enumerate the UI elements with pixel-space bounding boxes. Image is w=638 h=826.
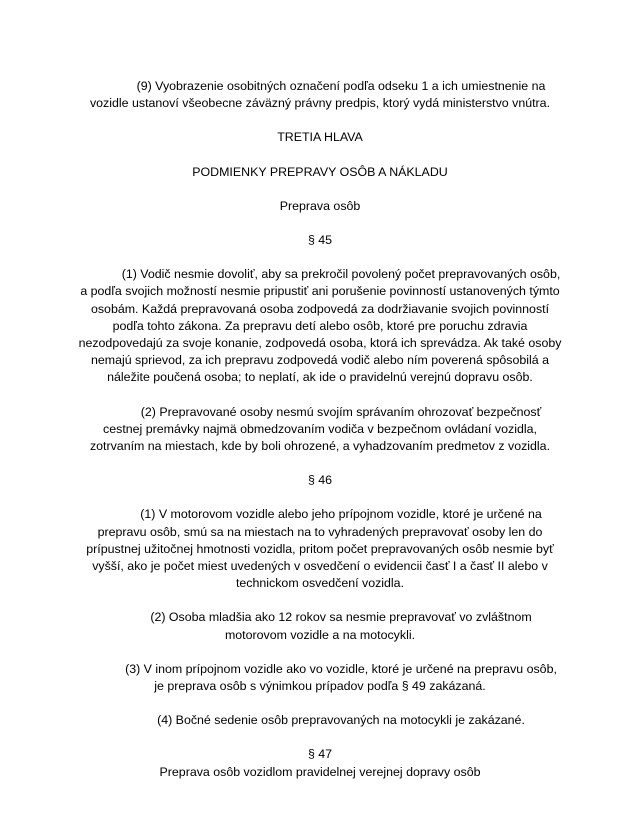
section-45-heading: § 45: [307, 233, 333, 248]
section-46-paragraph-2-text: (2) Osoba mladšia ako 12 rokov sa nesmie prepravovať vo zvláštnom motorovom vozidle a na motocykli.: [150, 610, 532, 642]
section-46-paragraph-4-text: (4) Bočné sedenie osôb prepravovaných na motocykli je zakázané.: [157, 713, 525, 728]
part-title: TRETIA HLAVA: [277, 130, 363, 145]
section-46-paragraph-1: [78, 506, 562, 592]
paragraph-9-text: (9) Vyobrazenie osobitných označení podľa odseku 1 a ich umiestnenie na vozidle ustanoví všeobecne záväzný právny predpis, ktorý vydá ministerstvo vnútra.: [89, 79, 551, 111]
section-45-paragraph-1: [78, 266, 562, 386]
section-47-title: Preprava osôb vozidlom pravidelnej verejnej dopravy osôb: [159, 764, 481, 779]
section-45-paragraph-1-text: (1) Vodič nesmie dovoliť, aby sa prekročil povolený počet prepravovaných osôb, a podľa svojich možností nesmie pripustiť ani porušenie povinností ustanovených týmto osobám. Každá prepravovaná osoba zodpovedá za dodržiavanie svojich povinností podľa tohto zákona. Za prepravu detí alebo osôb, ktoré pre poruchu zdravia nezodpovedajú za svoje konanie, zodpovedá osoba, ktorá ich sprevádza. Ak také osoby nemajú sprievod, za ich prepravu zodpovedá vodič alebo ním poverená spôsobilá a náležite poučená osoba; to neplatí, ak ide o pravidelnú verejnú dopravu osôb.: [78, 267, 562, 385]
part-subtitle: PODMIENKY PREPRAVY OSÔB A NÁKLADU: [192, 164, 448, 179]
document-page: [78, 78, 562, 781]
section-46-paragraph-3-text: (3) V inom prípojnom vozidle ako vo vozidle, ktoré je určené na prepravu osôb, je preprava osôb s výnimkou prípadov podľa § 49 zakázaná.: [125, 661, 557, 694]
section-46-paragraph-2: [78, 609, 562, 643]
section-title: Preprava osôb: [279, 198, 361, 213]
section-46-paragraph-4: [78, 712, 562, 729]
section-45-paragraph-2: [78, 404, 562, 456]
section-46-paragraph-3: [78, 661, 562, 695]
paragraph-9: [78, 78, 562, 112]
section-46-heading: § 46: [307, 473, 333, 488]
section-46-paragraph-1-text: (1) V motorovom vozidle alebo jeho prípojnom vozidle, ktoré je určené na prepravu osôb, smú sa na miestach na to vyhradených prepravovať osoby len do prípustnej užitočnej hmotnosti vozidla, pritom počet prepravovaných osôb nesmie byť vyšší, ako je počet miest uvedených v osvedčení o evidencii časť I a časť II alebo v technickom osvedčení vozidla.: [86, 507, 554, 591]
section-47-heading: § 47: [307, 747, 333, 762]
section-45-paragraph-2-text: (2) Prepravované osoby nesmú svojím správaním ohrozovať bezpečnosť cestnej premávky najmä obmedzovaním vodiča v bezpečnom ovládaní vozidla, zotrvaním na miestach, kde by boli ohrozené, a vyhadzovaním predmetov z vozidla.: [89, 404, 551, 454]
